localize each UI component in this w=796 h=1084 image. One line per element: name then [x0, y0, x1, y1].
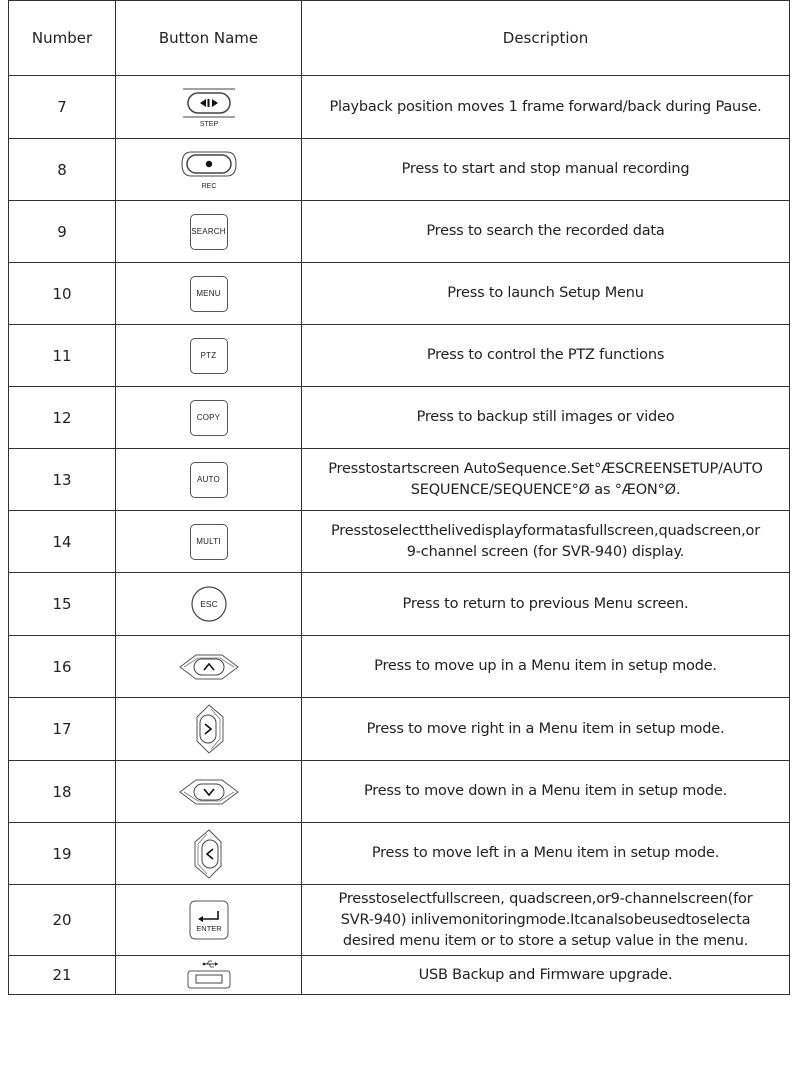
row-button-illustration: [116, 449, 302, 511]
row-button-illustration: [116, 573, 302, 636]
search-button-icon: [116, 214, 301, 250]
enter-button-icon: [116, 898, 301, 942]
row-button-illustration: [116, 201, 302, 263]
button-caption: SEARCH: [190, 214, 228, 250]
row-description: [302, 956, 790, 995]
table-row: [9, 823, 790, 885]
row-button-illustration: [116, 139, 302, 201]
description-line: Presstoselectfullscreen, quadscreen,or9-channelscreen(for: [338, 890, 753, 907]
down-arrow-button-icon: [116, 774, 301, 810]
button-description-table: [8, 0, 790, 995]
row-description: [302, 139, 790, 201]
row-number: 15: [9, 573, 116, 636]
row-button-illustration: [116, 956, 302, 995]
row-number: 14: [9, 511, 116, 573]
row-number: 20: [9, 885, 116, 956]
button-caption: ESC: [199, 599, 218, 609]
auto-button-icon: [116, 462, 301, 498]
multi-button-icon: [116, 524, 301, 560]
row-number: 9: [9, 201, 116, 263]
header-description: Description: [302, 1, 790, 76]
description-line: USB Backup and Firmware upgrade.: [418, 966, 673, 983]
description-line: 9-channel screen (for SVR-940) display.: [406, 543, 685, 560]
description-line: SEQUENCE/SEQUENCE°Ø as °ÆON°Ø.: [410, 481, 681, 498]
row-description: [302, 885, 790, 956]
row-button-illustration: [116, 885, 302, 956]
copy-button-icon: [116, 400, 301, 436]
up-arrow-button-icon: [116, 649, 301, 685]
description-line: Press to move left in a Menu item in setup mode.: [371, 845, 720, 861]
row-button-illustration: [116, 636, 302, 698]
rec-button-icon: [116, 148, 301, 192]
table-row: [9, 573, 790, 636]
row-button-illustration: [116, 263, 302, 325]
table-row: [9, 885, 790, 956]
button-caption: MULTI: [190, 524, 228, 560]
row-description: [302, 449, 790, 511]
table-row: [9, 761, 790, 823]
description-line: SVR-940) inlivemonitoringmode.Itcanalsobeusedtoselecta: [340, 911, 751, 928]
usb-port-icon: [116, 959, 301, 991]
table-header-row: [9, 1, 790, 76]
description-line: Press to return to previous Menu screen.: [402, 595, 689, 612]
row-button-illustration: [116, 761, 302, 823]
row-number: 11: [9, 325, 116, 387]
table-row: [9, 201, 790, 263]
row-number: 12: [9, 387, 116, 449]
row-description: [302, 387, 790, 449]
button-caption: MENU: [190, 276, 228, 312]
description-line: Press to move up in a Menu item in setup mode.: [374, 658, 717, 674]
table-row: [9, 511, 790, 573]
row-number: 7: [9, 76, 116, 139]
table-row: [9, 698, 790, 761]
description-line: Press to search the recorded data: [426, 223, 665, 239]
description-line: desired menu item or to store a setup value in the menu.: [342, 932, 749, 949]
description-line: Press to control the PTZ functions: [426, 347, 665, 363]
table-row: [9, 956, 790, 995]
description-line: Press to start and stop manual recording: [401, 161, 690, 177]
description-line: Presstostartscreen AutoSequence.Set°ÆSCREENSETUP/AUTO: [328, 460, 763, 477]
button-caption: REC: [201, 182, 216, 190]
row-button-illustration: [116, 823, 302, 885]
table-row: [9, 387, 790, 449]
row-number: 17: [9, 698, 116, 761]
header-button-name: Button Name: [116, 1, 302, 76]
row-description: [302, 201, 790, 263]
row-number: 18: [9, 761, 116, 823]
button-caption: PTZ: [190, 338, 228, 374]
description-line: Presstoselectthelivedisplayformatasfullscreen,quadscreen,or: [331, 522, 760, 539]
row-button-illustration: [116, 76, 302, 139]
row-number: 8: [9, 139, 116, 201]
ptz-button-icon: [116, 338, 301, 374]
description-line: Press to move down in a Menu item in setup mode.: [363, 783, 727, 799]
button-caption: COPY: [190, 400, 228, 436]
row-button-illustration: [116, 511, 302, 573]
row-number: 16: [9, 636, 116, 698]
button-caption: ENTER: [195, 924, 222, 933]
menu-button-icon: [116, 276, 301, 312]
table-row: [9, 449, 790, 511]
description-line: Press to backup still images or video: [416, 409, 675, 425]
row-description: [302, 76, 790, 139]
table-row: [9, 636, 790, 698]
row-description: [302, 325, 790, 387]
table-row: [9, 76, 790, 139]
step-button-icon: [116, 85, 301, 129]
row-button-illustration: [116, 387, 302, 449]
row-description: [302, 511, 790, 573]
row-number: 21: [9, 956, 116, 995]
row-number: 13: [9, 449, 116, 511]
row-button-illustration: [116, 698, 302, 761]
table-row: [9, 139, 790, 201]
header-number: Number: [9, 1, 116, 76]
table-row: [9, 263, 790, 325]
row-number: 19: [9, 823, 116, 885]
description-line: Press to launch Setup Menu: [447, 285, 644, 301]
row-description: [302, 263, 790, 325]
row-description: [302, 698, 790, 761]
button-caption: AUTO: [190, 462, 228, 498]
row-number: 10: [9, 263, 116, 325]
row-description: [302, 823, 790, 885]
button-caption: STEP: [199, 121, 218, 128]
table-row: [9, 325, 790, 387]
description-line: Press to move right in a Menu item in setup mode.: [366, 720, 725, 737]
row-description: [302, 636, 790, 698]
row-description: [302, 761, 790, 823]
description-line: Playback position moves 1 frame forward/back during Pause.: [329, 98, 762, 115]
row-button-illustration: [116, 325, 302, 387]
row-description: [302, 573, 790, 636]
left-arrow-button-icon: [116, 826, 301, 882]
right-arrow-button-icon: [116, 701, 301, 757]
esc-button-icon: [116, 582, 301, 626]
